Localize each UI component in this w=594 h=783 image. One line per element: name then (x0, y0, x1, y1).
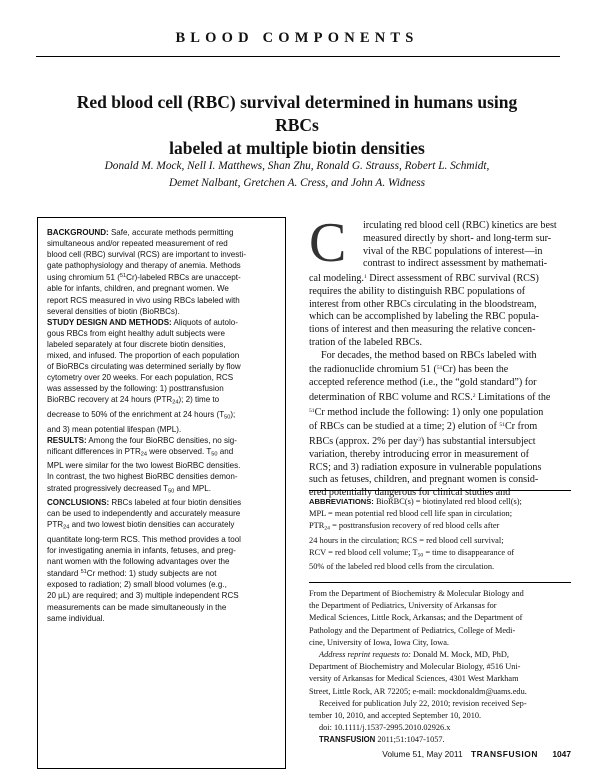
footer-journal: TRANSFUSION (470, 749, 539, 759)
body-line: $^{51}$Cr method include the following: 1) only one population (309, 406, 544, 418)
abbreviations-rule-top (309, 490, 571, 491)
abstract-line: In contrast, the two highest BioRBC densities demon- (47, 472, 238, 482)
email-line: Street, Little Rock, AR 72205; e-mail: mockdonaldm@uams.edu. (309, 686, 527, 696)
affiliation-line: Pathology and the Department of Pediatrics, College of Medi- (309, 625, 516, 635)
body-line: interest from other RBCs circulating in the bloodstream, (309, 298, 537, 310)
abstract-box (37, 217, 286, 769)
abstract-line: strated progressively decreased $T_{50}$ and MPL. (47, 483, 211, 495)
doi-line: doi: 10.1111/j.1537-2995.2010.02926.x (319, 723, 451, 733)
abstract-line: BioRBC recovery at 24 hours $(PTR_{24})$; 2) time to (47, 395, 220, 406)
citation-line: TRANSFUSION 2011;51:1047-1057. (319, 735, 445, 745)
abstract-line: blood cell (RBC) survival (RCS) are important to investi- (47, 250, 246, 260)
abstract-line: STUDY DESIGN AND METHODS: Aliquots of autolo- (47, 317, 238, 327)
abstract-line: of BioRBCs circulating was determined serially by flow (47, 362, 241, 372)
abstract-line: decrease to 50% of the enrichment at 24 hours $(T_{50})$; (47, 410, 236, 421)
results-heading: RESULTS: (47, 435, 87, 445)
body-text (309, 220, 571, 500)
title-line: Red blood cell (RBC) survival determined in humans using RBCs (76, 92, 518, 135)
abstract-line: can be used to independently and accurately measure (47, 509, 241, 519)
abbrev-line: RCV = red blood cell volume; $T_{50}$ = time to disappearance of (309, 547, 515, 558)
body-line: requires the ability to distinguish RBC populations of (309, 285, 526, 297)
body-line: such as fetuses, children, and pregnant women is consid- (309, 474, 539, 486)
body-line: which can be accomplished by labeling the RBC popula- (309, 311, 539, 323)
abstract-line: quantitate long-term RCS. This method provides a tool (47, 534, 241, 544)
body-line: variation, thereby introducing error in measurement of (309, 448, 530, 460)
body-line: determination of RBC volume and RCS.$^2$ Limitations of the (309, 391, 551, 403)
abstract-line: cytometry over 20 weeks. For each population, RCS (47, 373, 234, 383)
body-line: measured directly by short- and long-term sur- (363, 232, 552, 244)
author-line: Demet Nalbant, Gretchen A. Cress, and John A. Widness (168, 177, 426, 189)
abstract-line: using chromium 51 ($^{51}$Cr)-labeled RBCs are unaccept- (47, 273, 241, 283)
background-heading: BACKGROUND: (47, 228, 109, 237)
body-line: accepted reference method (i.e., the “gold standard”) for (309, 377, 537, 388)
abstract-line: nant women with the following advantages over the (47, 557, 230, 567)
abbreviations-box (309, 496, 571, 573)
design-heading: STUDY DESIGN AND METHODS: (47, 317, 172, 327)
abbrev-line: ABBREVIATIONS: BioRBC(s) = biotinylated red blood cell(s); (309, 497, 522, 506)
abstract-line: simultaneous and/or repeated measurement of red (47, 239, 228, 249)
abstract-line: exposed to radiation; 2) small blood volumes (e.g., (47, 580, 227, 590)
received-line: Received for publication July 22, 2010; revision received Sep- (319, 698, 527, 708)
abstract-line: standard $^{51}$Cr method: 1) study subjects are not (47, 569, 217, 579)
abstract-line: gate pathophysiology and therapy of anemia. Methods (47, 261, 241, 271)
affiliations (309, 588, 571, 747)
affiliation-line: From the Department of Biochemistry & Molecular Biology and (309, 589, 524, 598)
body-line: cal modeling.$^1$ Direct assessment of RBC survival (RCS) (309, 273, 539, 284)
abstract-line: for investigating anemia in infants, fetuses, and preg- (47, 546, 236, 556)
body-line: contrast to indirect assessment by mathemati- (363, 258, 548, 270)
abstract-line: and 3) mean potential lifespan (MPL). (47, 424, 182, 434)
body-line: RCS; and 3) radiation exposure in vulnerable populations (309, 461, 542, 473)
page-footer (300, 749, 571, 759)
body-line: the radionuclide chromium 51 ($^{51}$Cr) has been the (309, 364, 509, 376)
body-line: irculating red blood cell (RBC) kinetics are best (363, 220, 557, 231)
author-line: Donald M. Mock, Nell I. Matthews, Shan Zhu, Ronald G. Strauss, Robert L. Schmidt, (104, 160, 490, 172)
abstract-line: gous RBCs from eight healthy adult subjects were (47, 328, 226, 338)
abstract-line: able for infants, children, and pregnant women. We (47, 284, 229, 294)
abbreviations-rule-bottom (309, 582, 571, 583)
abstract-line: measurements can be made simultaneously in the (47, 602, 227, 612)
accepted-line: tember 10, 2010, and accepted September 10, 2010. (309, 711, 482, 721)
abbrev-line: 50% of the labeled red blood cells from the circulation. (309, 562, 495, 571)
affiliation-line: Medical Sciences, Little Rock, Arkansas; and the Department of (309, 613, 523, 623)
body-line: of RBCs can be studied at a time; 2) elution of $^{51}$Cr from (309, 421, 538, 433)
affiliation-line: the Department of Pediatrics, University of Arkansas for (309, 601, 497, 611)
section-title: BLOOD COMPONENTS (175, 30, 419, 46)
abstract-line: was assessed by the following: 1) posttransfusion (47, 384, 224, 394)
affiliation-line: versity of Arkansas for Medical Sciences, 4301 West Markham (309, 674, 519, 684)
header-rule (36, 56, 560, 57)
abstract-line: labeled separately at four discrete biotin densities, (47, 339, 226, 349)
body-line: ered potentially dangerous for clinical studies and (309, 487, 511, 498)
footer-volume: Volume 51, May 2011 (382, 749, 463, 759)
abbrev-line: 24 hours in the circulation; RCS = red blood cell survival; (309, 535, 504, 545)
abstract-line: 20 μL) are required; and 3) multiple independent RCS (47, 591, 239, 601)
conclusions-heading: CONCLUSIONS: (47, 498, 110, 508)
abstract-line: report RCS measured in vivo using RBCs labeled with (47, 295, 240, 305)
abbrev-line: MPL = mean potential red blood cell life span in circulation; (309, 509, 513, 518)
article-title (60, 91, 534, 160)
author-list (50, 158, 544, 192)
body-line: vival of the RBC populations of interest—in (363, 245, 543, 257)
affiliation-line: cine, University of Iowa, Iowa City, Iowa. (309, 637, 450, 647)
abstract-line: same individual. (47, 613, 105, 623)
abbreviations-label: ABBREVIATIONS: (309, 497, 374, 506)
affiliation-line: Department of Biochemistry and Molecular Biology, #516 Uni- (309, 662, 521, 672)
abbrev-line: $PTR_{24}$ = posttransfusion recovery of red blood cells after (309, 521, 500, 532)
drop-cap: C (309, 212, 347, 274)
body-line: For decades, the method based on RBCs labeled with (321, 349, 537, 361)
page-number: 1047 (552, 749, 571, 759)
abstract-line: MPL were similar for the two lowest BioRBC densities. (47, 461, 241, 471)
title-line: labeled at multiple biotin densities (169, 138, 425, 158)
reprint-line: Address reprint requests to: Donald M. Mock, MD, PhD, (319, 650, 509, 660)
abstract-line: nificant differences in $PTR_{24}$ were observed. $T_{50}$ and (47, 446, 234, 458)
body-line: tions of interest and then measuring the relative concen- (309, 324, 536, 335)
abstract-line: $PTR_{24}$ and two lowest biotin densities can accurately (47, 520, 235, 531)
abstract-line: CONCLUSIONS: RBCs labeled at four biotin densities (47, 498, 242, 508)
abstract-line: mixed, and infused. The proportion of each population (47, 351, 240, 361)
body-line: tration of the labeled RBCs. (309, 336, 422, 348)
abstract-line: RESULTS: Among the four BioRBC densities, no sig- (47, 435, 237, 445)
abstract-line: BACKGROUND: Safe, accurate methods permitting (47, 228, 234, 237)
abstract-line: several densities of biotin (BioRBCs). (47, 306, 180, 316)
body-line: RBCs (approx. 2% per day$^3$) has substantial intersubject (309, 436, 536, 447)
